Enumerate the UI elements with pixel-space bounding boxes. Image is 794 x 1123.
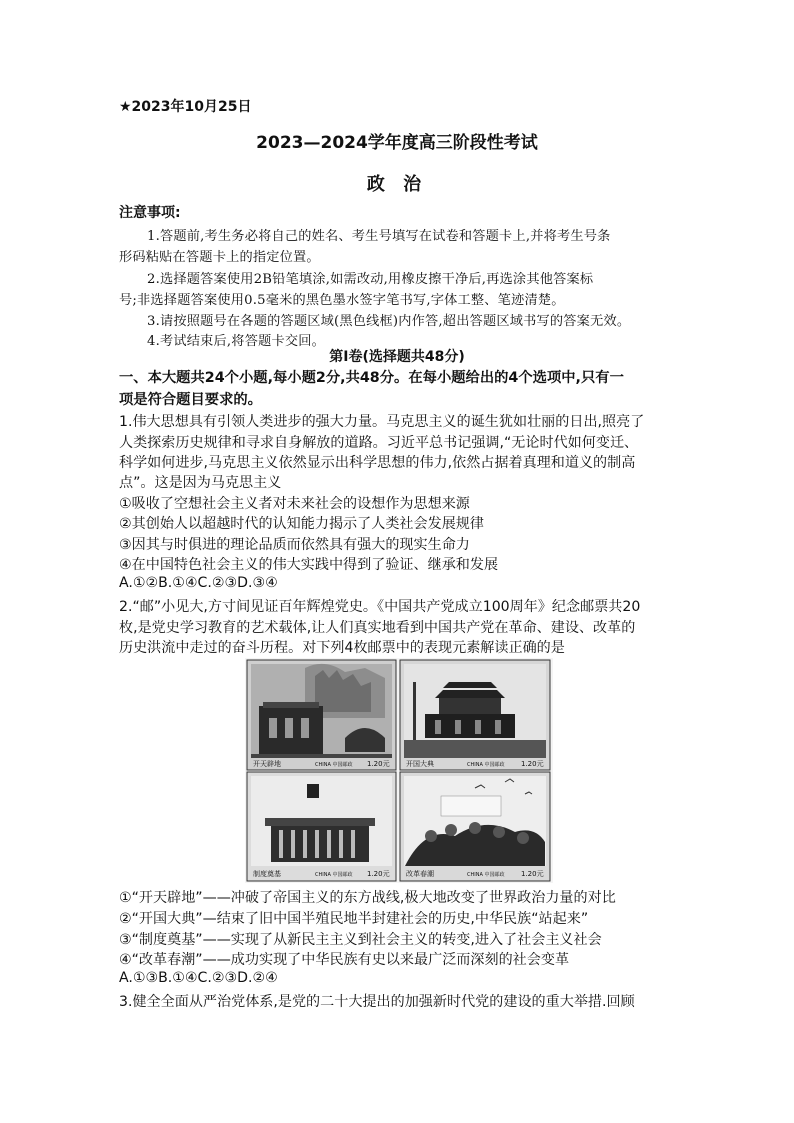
stamp-3-label: 制度奠基 (253, 870, 281, 878)
stamps-illustration (245, 658, 553, 883)
stamp-3-value: 1.20元 (367, 870, 390, 878)
question-2-option: ④“改革春潮”——成功实现了中华民族有史以来最广泛而深刻的社会变革 (119, 952, 570, 968)
question-2-answers: A.①③B.①④C.②③D.②④ (119, 970, 278, 986)
notice-heading: 注意事项: (119, 205, 181, 221)
notice-line: 2.选择题答案使用2B铅笔填涂,如需改动,用橡皮擦干净后,再选涂其他答案标 (147, 272, 594, 287)
exam-title: 2023—2024学年度高三阶段性考试 (256, 133, 538, 153)
stamp-zhidudianji (247, 772, 396, 881)
section-instruction: 项是符合题目要求的。 (119, 392, 262, 408)
question-1-text: 1.伟大思想具有引领人类进步的强大力量。马克思主义的诞生犹如壮丽的日出,照亮了 (119, 414, 645, 430)
stamp-kaitianpidi (247, 660, 396, 770)
exam-date: ★2023年10月25日 (119, 99, 252, 115)
stamps-figure (245, 658, 553, 883)
question-2-option: ②“开国大典”—结束了旧中国半殖民地半封建社会的历史,中华民族“站起来” (119, 911, 589, 927)
stamp-4-value: 1.20元 (521, 870, 544, 878)
part-title: 第Ⅰ卷(选择题共48分) (329, 349, 465, 365)
notice-line: 1.答题前,考生务必将自己的姓名、考生号填写在试卷和答题卡上,并将考生号条 (147, 229, 611, 244)
question-2-text: 2.“邮”小见大,方寸间见证百年辉煌党史。《中国共产党成立100周年》纪念邮票共20 (119, 599, 641, 615)
stamp-gaigechunchao (400, 772, 550, 881)
stamp-1-value: 1.20元 (367, 760, 390, 768)
stamp-1-label: 开天辟地 (253, 760, 281, 768)
question-2-option: ③“制度奠基”——实现了从新民主主义到社会主义的转变,进入了社会主义社会 (119, 932, 602, 948)
section-instruction: 一、本大题共24个小题,每小题2分,共48分。在每小题给出的4个选项中,只有一 (119, 370, 624, 386)
question-2-option: ①“开天辟地”——冲破了帝国主义的东方战线,极大地改变了世界政治力量的对比 (119, 890, 616, 906)
notice-line: 形码粘贴在答题卡上的指定位置。 (119, 250, 320, 265)
stamp-2-country: CHINA 中国邮政 (467, 762, 505, 768)
stamp-1-country: CHINA 中国邮政 (315, 762, 353, 768)
question-1-text: 科学如何进步,马克思主义依然显示出科学思想的伟力,依然占据着真理和道义的制高 (119, 455, 636, 471)
question-1-text: 人类探索历史规律和寻求自身解放的道路。习近平总书记强调,“无论时代如何变迁、 (119, 435, 639, 451)
stamp-kaiguodadian (400, 660, 550, 770)
notice-line: 号;非选择题答案使用0.5毫米的黑色墨水签字笔书写,字体工整、笔迹清楚。 (119, 293, 565, 308)
question-2-text: 历史洪流中走过的奋斗历程。对下列4枚邮票中的表现元素解读正确的是 (119, 640, 565, 656)
question-2-text: 枚,是党史学习教育的艺术载体,让人们真实地看到中国共产党在革命、建设、改革的 (119, 620, 636, 636)
question-1-option: ③因其与时俱进的理论品质而依然具有强大的现实生命力 (119, 537, 470, 553)
stamp-3-country: CHINA 中国邮政 (315, 872, 353, 878)
notice-line: 3.请按照题号在各题的答题区域(黑色线框)内作答,超出答题区域书写的答案无效。 (147, 314, 631, 329)
stamp-2-value: 1.20元 (521, 760, 544, 768)
notice-line: 4.考试结束后,将答题卡交回。 (147, 334, 326, 349)
stamp-4-country: CHINA 中国邮政 (467, 872, 505, 878)
question-1-option: ②其创始人以超越时代的认知能力揭示了人类社会发展规律 (119, 516, 484, 532)
question-1-option: ④在中国特色社会主义的伟大实践中得到了验证、继承和发展 (119, 557, 499, 573)
question-1-option: ①吸收了空想社会主义者对未来社会的设想作为思想来源 (119, 496, 470, 512)
exam-subject: 政 治 (366, 174, 428, 195)
stamp-4-label: 改革春潮 (406, 870, 434, 878)
question-3-text: 3.健全全面从严治党体系,是党的二十大提出的加强新时代党的建设的重大举措.回顾 (119, 994, 635, 1010)
stamp-2-label: 开国大典 (406, 760, 434, 768)
question-1-text: 点”。这是因为马克思主义 (119, 475, 282, 491)
question-1-answers: A.①②B.①④C.②③D.③④ (119, 575, 278, 591)
